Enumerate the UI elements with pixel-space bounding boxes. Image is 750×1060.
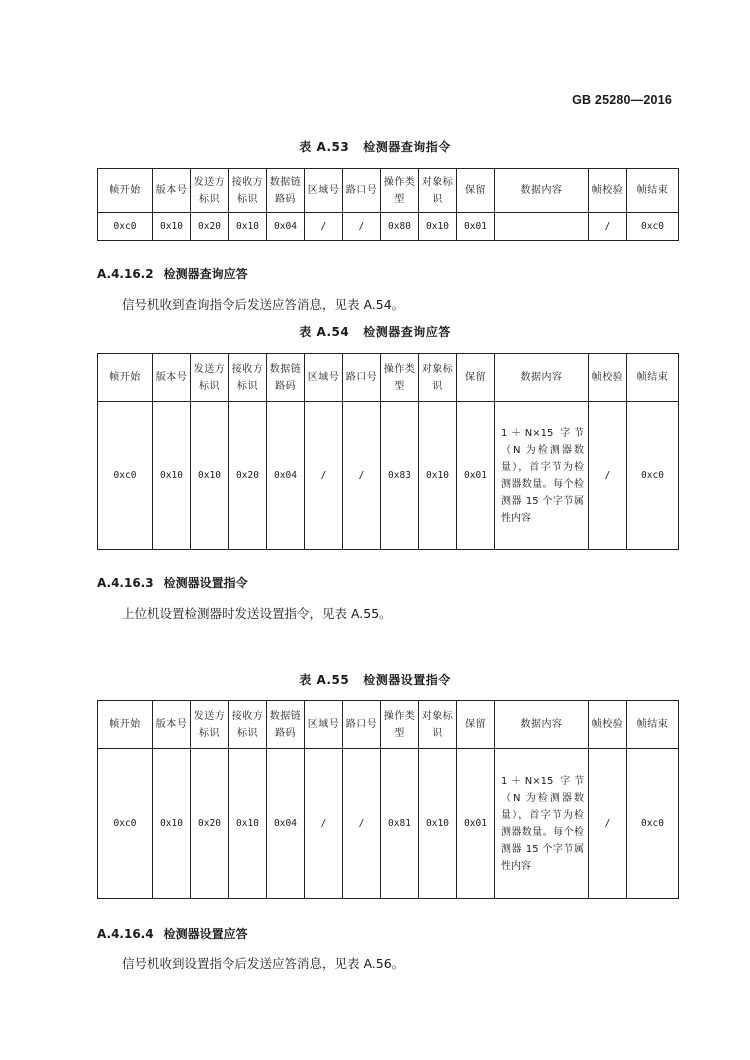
table-a53-caption <box>0 138 750 155</box>
column-header: 数据内容 <box>495 169 589 213</box>
table-a54-caption <box>0 323 750 340</box>
column-header: 保留 <box>457 169 495 213</box>
section-title: 检测器查询应答 <box>163 267 248 281</box>
table-cell: 0x10 <box>153 402 191 550</box>
table-cell: / <box>343 749 381 899</box>
column-header: 帧校验 <box>589 701 627 749</box>
table-a54-caption-number: 表 A.54 <box>299 325 350 339</box>
section-number: A.4.16.4 <box>97 927 154 941</box>
table-cell: 0x04 <box>267 213 305 241</box>
column-header: 帧开始 <box>98 169 153 213</box>
section-heading-a4163 <box>97 574 248 591</box>
table-row <box>98 213 679 241</box>
column-header: 区域号 <box>305 354 343 402</box>
section-body-a4162: 信号机收到查询指令后发送应答消息，见表 A.54。 <box>122 297 405 312</box>
table-cell: 0x04 <box>267 749 305 899</box>
table-cell: / <box>589 402 627 550</box>
table-a55-caption-number: 表 A.55 <box>299 673 350 687</box>
section-title: 检测器设置应答 <box>163 927 248 941</box>
table-a55-caption-title: 检测器设置指令 <box>363 673 451 687</box>
column-header: 对象标识 <box>419 354 457 402</box>
column-header: 帧校验 <box>589 354 627 402</box>
section-number: A.4.16.3 <box>97 576 154 590</box>
column-header: 数据链路码 <box>267 701 305 749</box>
table-a55 <box>97 700 679 899</box>
column-header: 帧开始 <box>98 354 153 402</box>
column-header: 接收方标识 <box>229 354 267 402</box>
table-a53-caption-number: 表 A.53 <box>299 140 350 154</box>
standard-code: GB 25280—2016 <box>572 93 672 107</box>
column-header: 数据链路码 <box>267 169 305 213</box>
table-cell: 0x10 <box>419 402 457 550</box>
table-cell: 0x10 <box>153 749 191 899</box>
column-header: 路口号 <box>343 169 381 213</box>
table-a53 <box>97 168 679 241</box>
column-header: 保留 <box>457 701 495 749</box>
table-cell: / <box>589 749 627 899</box>
column-header: 路口号 <box>343 701 381 749</box>
header-row <box>98 701 679 749</box>
table-a54 <box>97 353 679 550</box>
table-cell: 0xc0 <box>98 749 153 899</box>
table-cell: 0x81 <box>381 749 419 899</box>
table-row <box>98 749 679 899</box>
column-header: 数据链路码 <box>267 354 305 402</box>
table-cell: / <box>305 749 343 899</box>
column-header: 区域号 <box>305 169 343 213</box>
section-heading-a4164 <box>97 925 248 942</box>
table-cell: 0x10 <box>153 213 191 241</box>
section-title: 检测器设置指令 <box>163 576 248 590</box>
table-cell: / <box>343 402 381 550</box>
table-cell: 0x20 <box>191 213 229 241</box>
column-header: 版本号 <box>153 701 191 749</box>
column-header: 数据内容 <box>495 701 589 749</box>
table-cell: 0x83 <box>381 402 419 550</box>
table-cell: 0x10 <box>229 749 267 899</box>
table-cell: 0x10 <box>419 213 457 241</box>
column-header: 接收方标识 <box>229 169 267 213</box>
column-header: 版本号 <box>153 169 191 213</box>
data-content-cell: 1＋N×15 字节（N 为检测器数量），首字节为检测器数量。每个检测器 15 个字节属性内容 <box>495 749 589 899</box>
table-a54-caption-title: 检测器查询应答 <box>363 325 451 339</box>
table-cell: 0x20 <box>191 749 229 899</box>
section-body-a4164: 信号机收到设置指令后发送应答消息，见表 A.56。 <box>122 956 405 971</box>
column-header: 帧结束 <box>627 169 679 213</box>
table-cell: 0x20 <box>229 402 267 550</box>
column-header: 版本号 <box>153 354 191 402</box>
header-row <box>98 354 679 402</box>
table-cell: 0x01 <box>457 402 495 550</box>
table-cell: 0x10 <box>229 213 267 241</box>
table-cell: 0x01 <box>457 749 495 899</box>
column-header: 帧开始 <box>98 701 153 749</box>
column-header: 操作类型 <box>381 354 419 402</box>
column-header: 发送方标识 <box>191 354 229 402</box>
table-cell: 0xc0 <box>627 402 679 550</box>
table-cell: 0x80 <box>381 213 419 241</box>
column-header: 操作类型 <box>381 701 419 749</box>
data-content-cell: 1＋N×15 字节（N 为检测器数量），首字节为检测器数量。每个检测器 15 个字节属性内容 <box>495 402 589 550</box>
column-header: 区域号 <box>305 701 343 749</box>
column-header: 帧结束 <box>627 701 679 749</box>
table-cell: 0xc0 <box>627 213 679 241</box>
section-body-a4163: 上位机设置检测器时发送设置指令，见表 A.55。 <box>122 606 392 621</box>
table-cell <box>495 213 589 241</box>
column-header: 保留 <box>457 354 495 402</box>
column-header: 发送方标识 <box>191 169 229 213</box>
column-header: 对象标识 <box>419 169 457 213</box>
table-cell: 0xc0 <box>627 749 679 899</box>
header-row <box>98 169 679 213</box>
table-cell: 0x10 <box>419 749 457 899</box>
column-header: 对象标识 <box>419 701 457 749</box>
table-cell: 0xc0 <box>98 213 153 241</box>
table-cell: / <box>343 213 381 241</box>
column-header: 路口号 <box>343 354 381 402</box>
table-cell: / <box>305 213 343 241</box>
table-cell: 0xc0 <box>98 402 153 550</box>
section-number: A.4.16.2 <box>97 267 154 281</box>
table-cell: / <box>589 213 627 241</box>
column-header: 帧校验 <box>589 169 627 213</box>
table-cell: 0x01 <box>457 213 495 241</box>
column-header: 操作类型 <box>381 169 419 213</box>
table-a53-caption-title: 检测器查询指令 <box>363 140 451 154</box>
section-heading-a4162 <box>97 265 248 282</box>
table-row <box>98 402 679 550</box>
column-header: 数据内容 <box>495 354 589 402</box>
column-header: 帧结束 <box>627 354 679 402</box>
column-header: 接收方标识 <box>229 701 267 749</box>
table-a55-caption <box>0 671 750 688</box>
table-cell: 0x10 <box>191 402 229 550</box>
table-cell: 0x04 <box>267 402 305 550</box>
column-header: 发送方标识 <box>191 701 229 749</box>
table-cell: / <box>305 402 343 550</box>
